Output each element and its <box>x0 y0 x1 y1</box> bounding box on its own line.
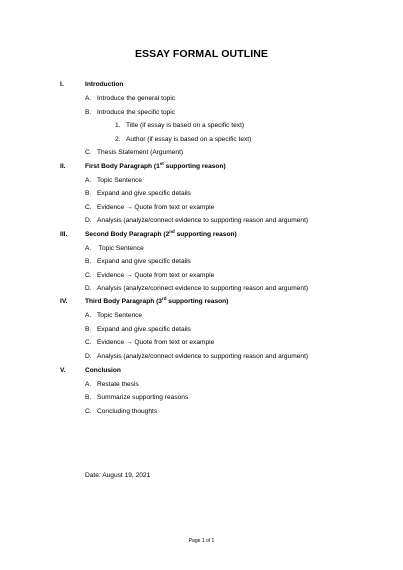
item-text: Analysis (analyze/connect evidence to supporting reason and argument) <box>97 353 309 360</box>
item-text: Summarize supporting reasons <box>97 394 189 401</box>
item-letter: A. <box>85 95 92 102</box>
item-text: Topic Sentence <box>97 312 143 319</box>
section-numeral: V. <box>60 367 66 374</box>
item-letter: B. <box>85 394 92 401</box>
section-numeral: IV. <box>60 298 68 305</box>
item-letter: A. <box>85 312 92 319</box>
item-text: Introduce the general topic <box>97 95 176 102</box>
item-letter: A. <box>85 381 92 388</box>
item-letter: B. <box>85 190 92 197</box>
subitem-number: 2. <box>115 136 121 143</box>
item-letter: B. <box>85 326 92 333</box>
item-letter: B. <box>85 109 92 116</box>
document-title: ESSAY FORMAL OUTLINE <box>134 48 269 60</box>
item-text: Expand and give specific details <box>97 326 191 333</box>
item-letter: C. <box>85 408 92 415</box>
item-letter: A. <box>85 245 92 252</box>
item-text: Evidence → Quote from text or example <box>97 204 215 211</box>
item-text: Concluding thoughts <box>97 408 158 415</box>
page-number-footer: Page 1 of 1 <box>188 538 215 544</box>
subitem-number: 1. <box>115 122 121 129</box>
subitem-text: Author (if essay is based on a specific text) <box>126 136 252 143</box>
section-heading: First Body Paragraph (1st supporting reason) <box>85 160 226 170</box>
item-text: Expand and give specific details <box>97 190 191 197</box>
item-text: Expand and give specific details <box>97 258 191 265</box>
item-letter: D. <box>85 217 92 224</box>
item-letter: C. <box>85 272 92 279</box>
item-text: Evidence → Quote from text or example <box>97 272 215 279</box>
item-letter: C. <box>85 149 92 156</box>
item-letter: C. <box>85 204 92 211</box>
section-numeral: II. <box>60 163 66 170</box>
section-heading: Second Body Paragraph (2nd supporting reason) <box>85 228 237 238</box>
section-heading: Third Body Paragraph (3rd supporting reason) <box>85 295 229 305</box>
section-numeral: III. <box>60 231 68 238</box>
document-date: Date: August 19, 2021 <box>85 472 151 479</box>
section-heading: Conclusion <box>85 367 121 374</box>
subitem-text: Title (if essay is based on a specific text) <box>126 122 245 129</box>
item-text: Thesis Statement (Argument) <box>97 149 184 156</box>
item-text: Analysis (analyze/connect evidence to supporting reason and argument) <box>97 217 309 224</box>
item-letter: D. <box>85 353 92 360</box>
section-numeral: I. <box>60 81 64 88</box>
item-letter: D. <box>85 285 92 292</box>
section-heading: Introduction <box>85 81 124 88</box>
item-letter: B. <box>85 258 92 265</box>
item-text: Evidence → Quote from text or example <box>97 339 215 346</box>
item-text: Restate thesis <box>97 381 139 388</box>
item-text: Introduce the specific topic <box>97 109 176 116</box>
item-text: Topic Sentence <box>97 245 144 252</box>
item-letter: A. <box>85 177 92 184</box>
item-text: Analysis (analyze/connect evidence to supporting reason and argument) <box>97 285 309 292</box>
item-text: Topic Sentence <box>97 177 143 184</box>
item-letter: C. <box>85 339 92 346</box>
